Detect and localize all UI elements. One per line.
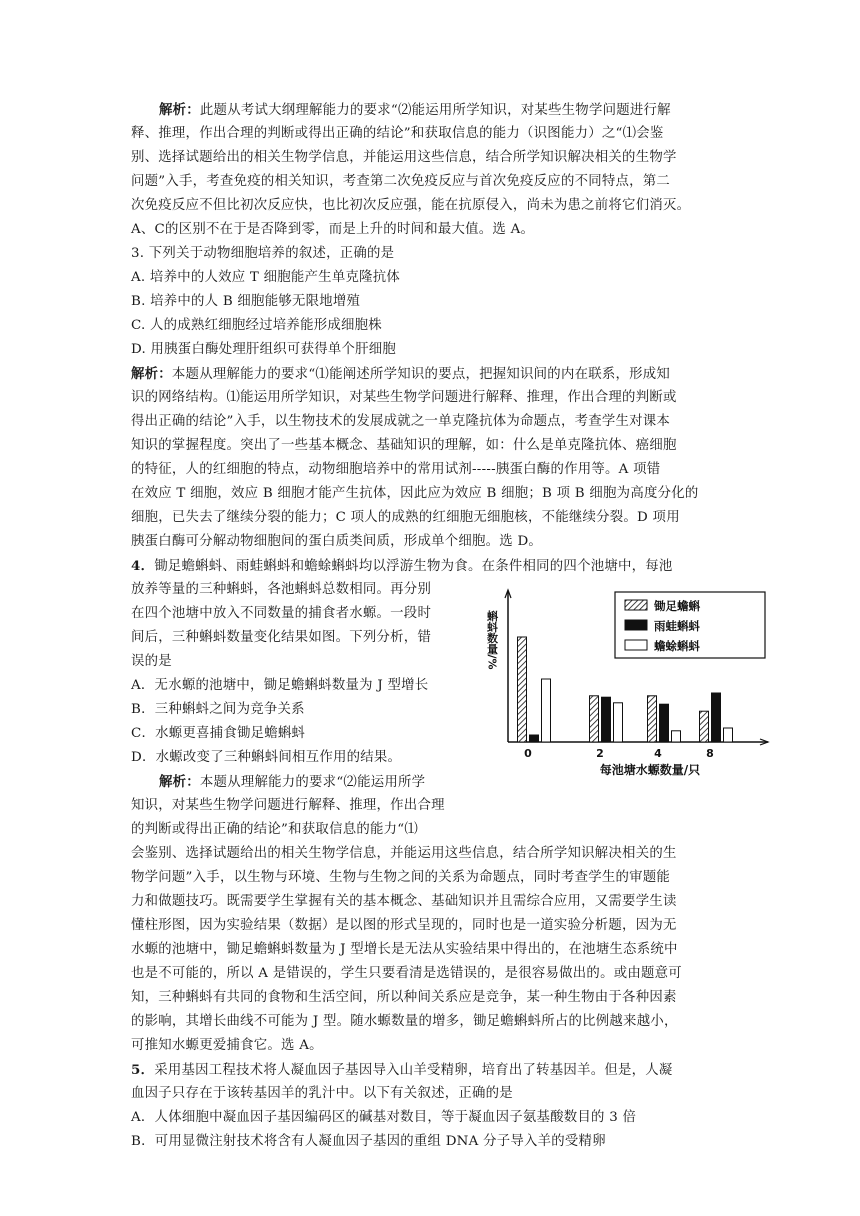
analysis-line: 物学问题”入手，以生物与环境、生物与生物之间的关系为命题点，同时考查学生的审题能: [131, 870, 671, 885]
question-number: 5．: [131, 1062, 155, 1078]
analysis-label: 解析：: [131, 366, 172, 382]
analysis-line: 释、推理，作出合理的判断或得出正确的结论”和获取信息的能力（识图能力）之“⑴会鉴: [131, 126, 664, 141]
bar-empty-2: [614, 703, 623, 742]
analysis-line: 的影响，其增长曲线不可能为 J 型。随水螈数量的增多，锄足蟾蝌蚪所占的比例越来越小，: [131, 1014, 678, 1029]
legend-label: 蟾蜍蝌蚪: [654, 639, 700, 653]
question-4-stem: 误的是: [131, 654, 172, 669]
question-3-option-a: A. 培养中的人效应 T 细胞能产生单克隆抗体: [131, 270, 401, 285]
analysis-line: 可推知水螈更爱捕食它。选 A。: [131, 1038, 323, 1053]
question-4-option-a: A．无水螈的池塘中，锄足蟾蝌蚪数量为 J 型增长: [131, 678, 429, 693]
bar-hatched-4: [648, 696, 657, 742]
question-4-option-d: D．水螈改变了三种蝌蚪间相互作用的结果。: [131, 750, 402, 765]
question-3-option-d: D. 用胰蛋白酶处理肝组织可获得单个肝细胞: [131, 342, 397, 357]
question-4-option-c: C．水螈更喜捕食锄足蟾蝌蚪: [131, 726, 306, 741]
question-4-stem: 4．锄足蟾蝌蚪、雨蛙蝌蚪和蟾蜍蝌蚪均以浮游生物为食。在条件相同的四个池塘中，每池: [131, 558, 673, 574]
analysis-line: 知识的掌握程度。突出了一些基本概念、基础知识的理解，如：什么是单克隆抗体、癌细胞: [131, 438, 677, 453]
analysis-line: 别、选择试题给出的相关生物学信息，并能运用这些信息，结合所学知识解决相关的生物学: [131, 150, 677, 165]
tadpole-bar-chart: [478, 584, 778, 779]
analysis-line: 解析：本题从理解能力的要求“⑴能阐述所学知识的要点，把握知识间的内在联系，形成知: [131, 366, 671, 382]
bar-hatched-0: [518, 637, 527, 742]
analysis-line: 也是不可能的，所以 A 是错误的，学生只要看清是选错误的，是很容易做出的。或由题意可: [131, 966, 682, 981]
analysis-line: 会鉴别、选择试题给出的相关生物学信息，并能运用这些信息，结合所学知识解决相关的生: [131, 846, 677, 861]
question-4-stem: 间后，三种蝌蚪数量变化结果如图。下列分析，错: [131, 630, 432, 645]
analysis-line: 问题”入手，考查免疫的相关知识，考查第二次免疫反应与首次免疫反应的不同特点，第二: [131, 174, 671, 189]
x-axis-label: 每池塘水螈数量/只: [599, 763, 701, 777]
question-3-stem: 3. 下列关于动物细胞培养的叙述，正确的是: [131, 246, 395, 261]
bar-empty-8: [724, 728, 733, 742]
question-3-option-c: C. 人的成熟红细胞经过培养能形成细胞株: [131, 318, 382, 333]
analysis-line: 的判断或得出正确的结论”和获取信息的能力“⑴: [131, 822, 419, 837]
question-number: 4．: [131, 558, 155, 574]
analysis-label: 解析：: [159, 774, 200, 790]
analysis-line: A、C的区别不在于是否降到零，而是上升的时间和最大值。选 A。: [131, 222, 535, 237]
question-5-option-a: A．人体细胞中凝血因子基因编码区的碱基对数目，等于凝血因子氨基酸数目的 3 倍: [131, 1110, 637, 1125]
analysis-line: 识的网络结构。⑴能运用所学知识，对某些生物学问题进行解释、推理，作出合理的判断或: [131, 390, 677, 405]
analysis-line: 解析：此题从考试大纲理解能力的要求“⑵能运用所学知识，对某些生物学问题进行解: [159, 102, 671, 118]
analysis-line: 次免疫反应不但比初次反应快，也比初次反应强，能在抗原侵入，尚未为患之前将它们消灭。: [131, 198, 691, 213]
legend-swatch-empty: [625, 640, 647, 650]
question-4-option-b: B．三种蝌蚪之间为竞争关系: [131, 702, 305, 717]
bar-empty-4: [672, 731, 681, 742]
bar-hatched-2: [590, 696, 599, 742]
legend-swatch-solid: [625, 620, 647, 630]
analysis-line: 知识，对某些生物学问题进行解释、推理，作出合理: [131, 798, 445, 813]
analysis-line: 知，三种蝌蚪有共同的食物和生活空间，所以种间关系应是竞争，某一种生物由于各种因素: [131, 990, 677, 1005]
analysis-line: 的特征，人的红细胞的特点，动物细胞培养中的常用试剂-----胰蛋白酶的作用等。A 项错: [131, 462, 661, 477]
question-5-option-b: B．可用显微注射技术将含有人凝血因子基因的重组 DNA 分子导入羊的受精卵: [131, 1134, 606, 1149]
bar-empty-0: [542, 679, 551, 742]
analysis-line: 胰蛋白酶可分解动物细胞间的蛋白质类间质，形成单个细胞。选 D。: [131, 534, 543, 549]
legend-label: 雨蛙蝌蚪: [654, 619, 700, 633]
bar-solid-2: [602, 697, 611, 742]
legend-label: 锄足蟾蝌: [654, 599, 700, 613]
x-tick-label: 4: [654, 747, 662, 760]
bar-solid-8: [712, 693, 721, 742]
question-4-stem: 放养等量的三种蝌蚪，各池蝌蚪总数相同。再分别: [131, 582, 432, 597]
bar-solid-4: [660, 704, 669, 742]
x-tick-label: 0: [524, 747, 532, 760]
analysis-line: 水螈的池塘中，锄足蟾蝌蚪数量为 J 型增长是无法从实验结果中得出的，在池塘生态系统中: [131, 942, 678, 957]
question-3-option-b: B. 培养中的人 B 细胞能够无限地增殖: [131, 294, 361, 309]
question-5-stem: 血因子只存在于该转基因羊的乳汁中。以下有关叙述，正确的是: [131, 1086, 513, 1101]
analysis-line: 在效应 T 细胞，效应 B 细胞才能产生抗体，因此应为效应 B 细胞；B 项 B 细胞为高度分化的: [131, 486, 699, 501]
x-tick-label: 2: [596, 747, 604, 760]
x-tick-label: 8: [706, 747, 714, 760]
question-4-stem: 在四个池塘中放入不同数量的捕食者水螈。一段时: [131, 606, 432, 621]
analysis-line: 细胞，已失去了继续分裂的能力；C 项人的成熟的红细胞无细胞核，不能继续分裂。D 项用: [131, 510, 680, 525]
analysis-line: 懂柱形图，因为实验结果（数据）是以图的形式呈现的，同时也是一道实验分析题，因为无: [131, 918, 677, 933]
analysis-line: 解析：本题从理解能力的要求“⑵能运用所学: [159, 774, 426, 790]
analysis-label: 解析：: [159, 102, 200, 118]
question-5-stem: 5．采用基因工程技术将人凝血因子基因导入山羊受精卵，培育出了转基因羊。但是，人凝: [131, 1062, 673, 1078]
bar-hatched-8: [700, 711, 709, 742]
legend-swatch-hatched: [625, 600, 647, 610]
y-axis-label: 蝌蚪数量/%: [485, 610, 499, 670]
analysis-line: 得出正确的结论”入手，以生物技术的发展成就之一单克隆抗体为命题点，考查学生对课本: [131, 414, 671, 429]
analysis-line: 力和做题技巧。既需要学生掌握有关的基本概念、基础知识并且需综合应用，又需要学生读: [131, 894, 677, 909]
bar-solid-0: [530, 735, 539, 742]
